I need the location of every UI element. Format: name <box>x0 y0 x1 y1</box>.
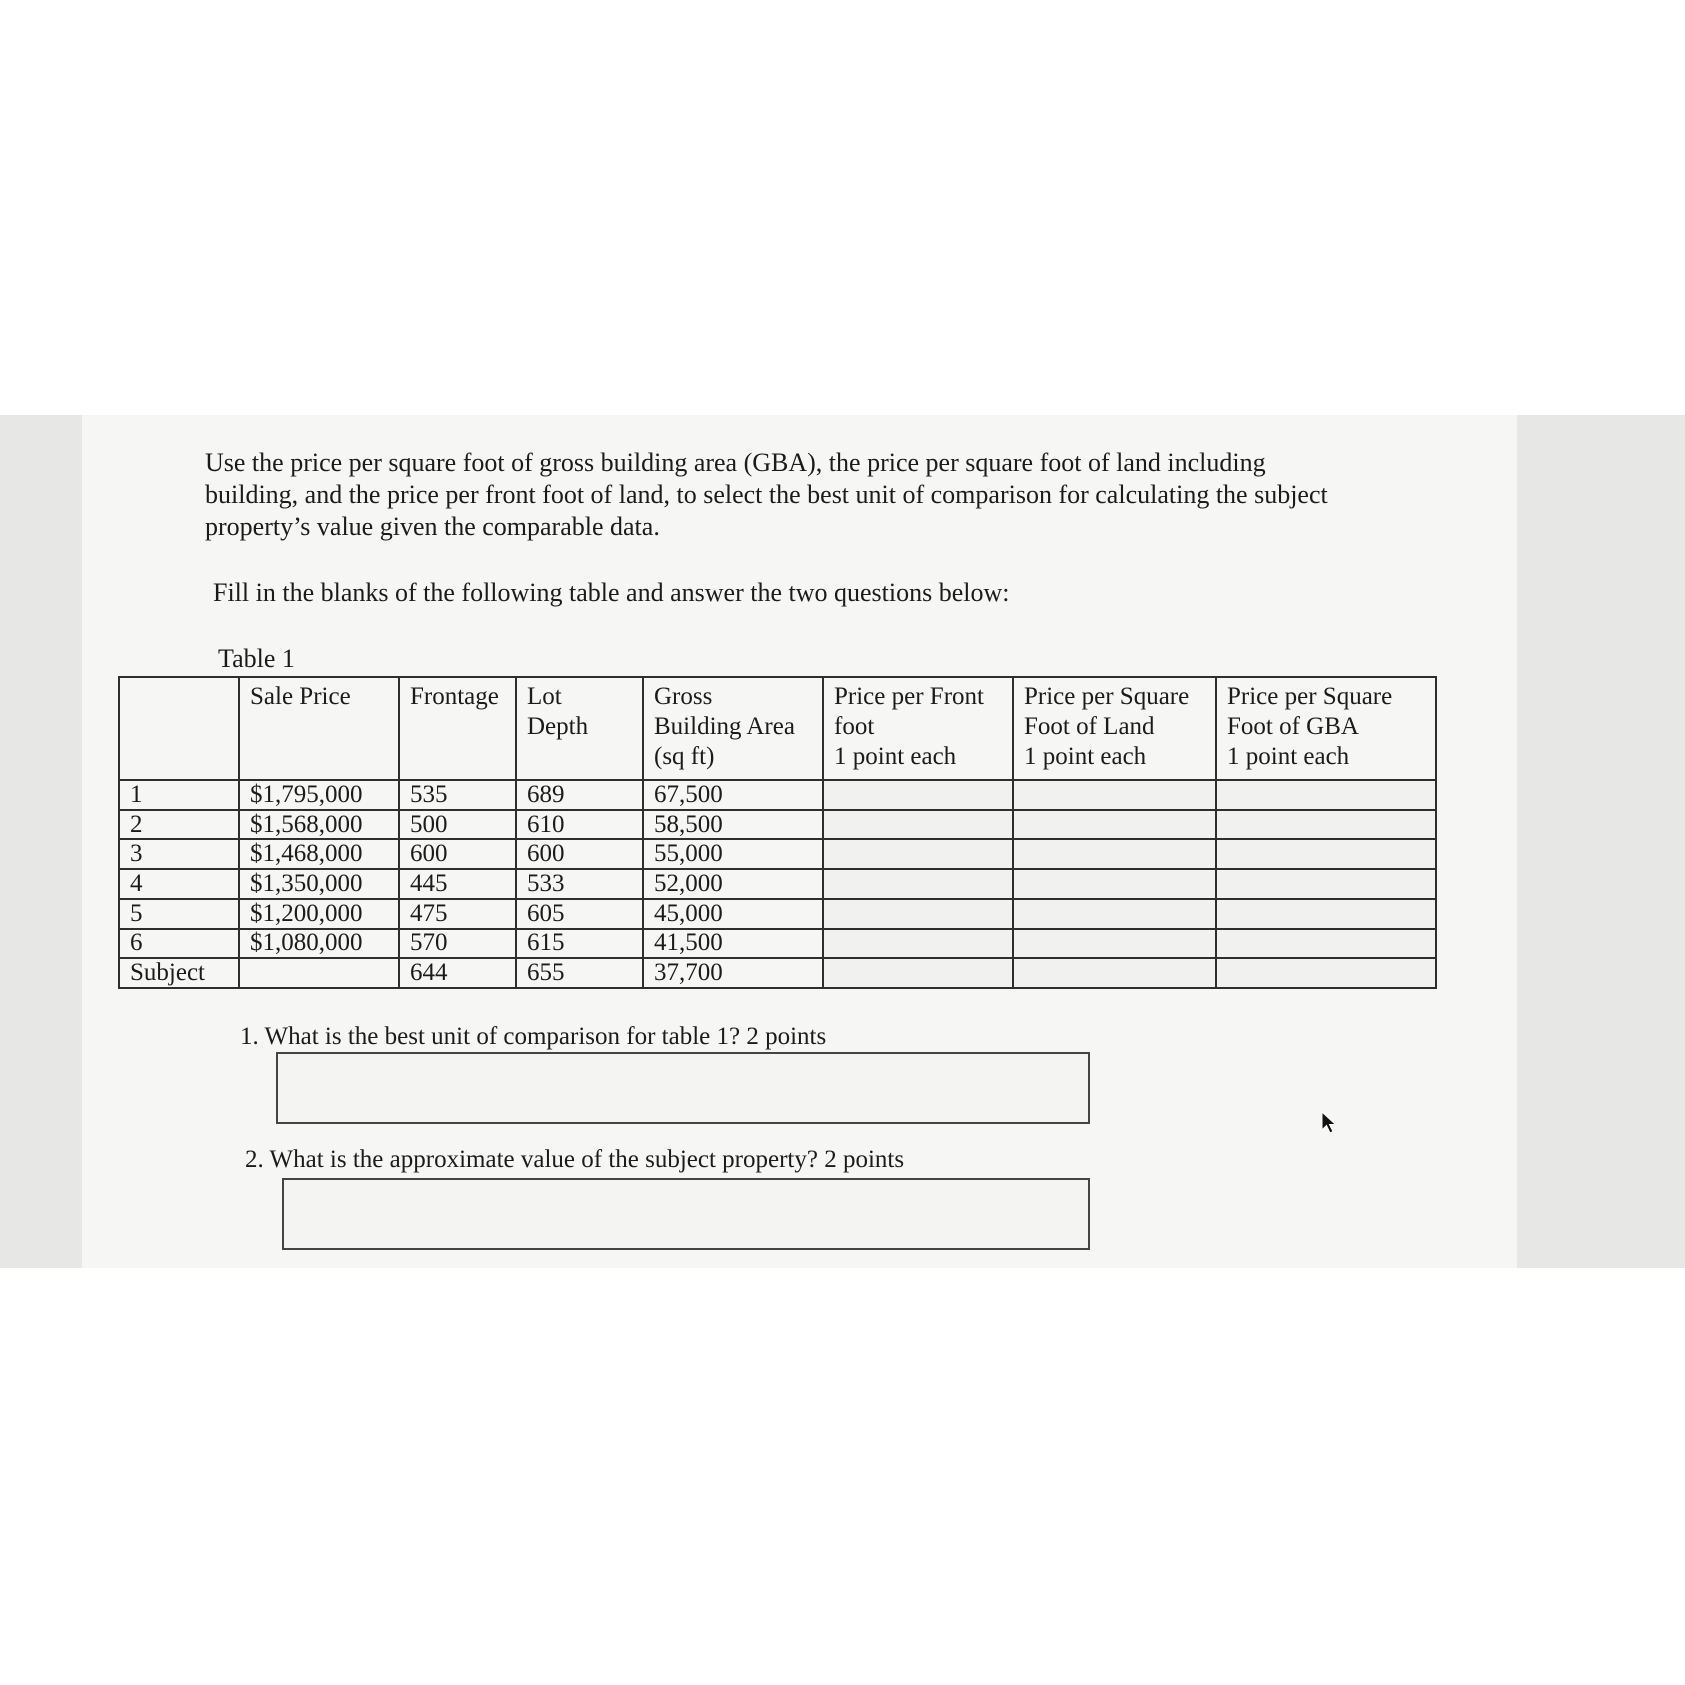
header-price-sqft-land-label: Price per Square Foot of Land 1 point each <box>1024 683 1190 770</box>
header-price-front-foot <box>823 677 1013 780</box>
price-sqft-gba-input[interactable] <box>1216 958 1436 988</box>
gba-cell: 67,500 <box>643 780 823 810</box>
frontage-cell: 445 <box>399 869 516 899</box>
header-sale-price <box>239 677 399 780</box>
lot-depth-cell: 605 <box>516 899 643 929</box>
row-label: 2 <box>119 810 239 840</box>
lot-depth-cell: 533 <box>516 869 643 899</box>
price-front-foot-input[interactable] <box>823 958 1013 988</box>
price-front-foot-input[interactable] <box>823 839 1013 869</box>
table-row <box>119 810 1436 840</box>
sale-price-cell <box>239 958 399 988</box>
table-row <box>119 899 1436 929</box>
gba-cell: 55,000 <box>643 839 823 869</box>
header-frontage <box>399 677 516 780</box>
table-row <box>119 780 1436 810</box>
lot-depth-cell: 615 <box>516 929 643 959</box>
mouse-cursor-icon <box>1320 1111 1338 1135</box>
header-gba-label: Gross Building Area (sq ft) <box>654 683 795 770</box>
price-sqft-land-input[interactable] <box>1013 780 1216 810</box>
price-sqft-gba-input[interactable] <box>1216 929 1436 959</box>
table-row <box>119 839 1436 869</box>
price-sqft-gba-input[interactable] <box>1216 810 1436 840</box>
sale-price-cell: $1,568,000 <box>239 810 399 840</box>
header-frontage-label: Frontage <box>410 683 499 710</box>
price-front-foot-input[interactable] <box>823 899 1013 929</box>
lot-depth-cell: 655 <box>516 958 643 988</box>
frontage-cell: 644 <box>399 958 516 988</box>
frontage-cell: 475 <box>399 899 516 929</box>
price-sqft-gba-input[interactable] <box>1216 899 1436 929</box>
lot-depth-cell: 600 <box>516 839 643 869</box>
header-price-sqft-land <box>1013 677 1216 780</box>
row-label: 6 <box>119 929 239 959</box>
price-sqft-land-input[interactable] <box>1013 869 1216 899</box>
sale-price-cell: $1,468,000 <box>239 839 399 869</box>
frontage-cell: 570 <box>399 929 516 959</box>
frontage-cell: 600 <box>399 839 516 869</box>
price-sqft-land-input[interactable] <box>1013 839 1216 869</box>
sale-price-cell: $1,200,000 <box>239 899 399 929</box>
table-row <box>119 869 1436 899</box>
comparables-table <box>118 676 1437 989</box>
row-label: 5 <box>119 899 239 929</box>
answer-2-input[interactable] <box>282 1178 1090 1250</box>
sale-price-cell: $1,795,000 <box>239 780 399 810</box>
gba-cell: 52,000 <box>643 869 823 899</box>
price-sqft-land-input[interactable] <box>1013 958 1216 988</box>
question-1: 1. What is the best unit of comparison for table 1? 2 points <box>240 1023 827 1050</box>
frontage-cell: 500 <box>399 810 516 840</box>
price-sqft-land-input[interactable] <box>1013 810 1216 840</box>
header-lot-depth-label: Lot Depth <box>527 683 589 740</box>
header-price-front-foot-label: Price per Front foot 1 point each <box>834 683 984 770</box>
price-sqft-gba-input[interactable] <box>1216 839 1436 869</box>
price-sqft-land-input[interactable] <box>1013 899 1216 929</box>
row-label: 1 <box>119 780 239 810</box>
table-row <box>119 929 1436 959</box>
sale-price-cell: $1,350,000 <box>239 869 399 899</box>
intro-paragraph: Use the price per square foot of gross building area (GBA), the price per square foot of land including building, and the price per front foot of land, to select the best unit of comparison for calculating the subject property’s value given the comparable data. <box>205 448 1328 541</box>
frontage-cell: 535 <box>399 780 516 810</box>
header-gba <box>643 677 823 780</box>
price-sqft-gba-input[interactable] <box>1216 780 1436 810</box>
table-header-row <box>119 677 1436 780</box>
row-label: 4 <box>119 869 239 899</box>
header-price-sqft-gba <box>1216 677 1436 780</box>
lot-depth-cell: 610 <box>516 810 643 840</box>
header-price-sqft-gba-label: Price per Square Foot of GBA 1 point each <box>1227 683 1393 770</box>
header-corner <box>119 677 239 780</box>
header-lot-depth <box>516 677 643 780</box>
table-row-subject <box>119 958 1436 988</box>
header-sale-price-label: Sale Price <box>250 683 351 710</box>
price-front-foot-input[interactable] <box>823 780 1013 810</box>
price-sqft-land-input[interactable] <box>1013 929 1216 959</box>
gba-cell: 37,700 <box>643 958 823 988</box>
question-2: 2. What is the approximate value of the subject property? 2 points <box>245 1146 905 1173</box>
gba-cell: 41,500 <box>643 929 823 959</box>
instructions-text: Fill in the blanks of the following table and answer the two questions below: <box>213 578 1010 607</box>
price-sqft-gba-input[interactable] <box>1216 869 1436 899</box>
row-label: Subject <box>119 958 239 988</box>
price-front-foot-input[interactable] <box>823 810 1013 840</box>
lot-depth-cell: 689 <box>516 780 643 810</box>
price-front-foot-input[interactable] <box>823 929 1013 959</box>
table-caption: Table 1 <box>218 644 295 673</box>
row-label: 3 <box>119 839 239 869</box>
gba-cell: 45,000 <box>643 899 823 929</box>
sale-price-cell: $1,080,000 <box>239 929 399 959</box>
gba-cell: 58,500 <box>643 810 823 840</box>
price-front-foot-input[interactable] <box>823 869 1013 899</box>
answer-1-input[interactable] <box>276 1052 1090 1124</box>
